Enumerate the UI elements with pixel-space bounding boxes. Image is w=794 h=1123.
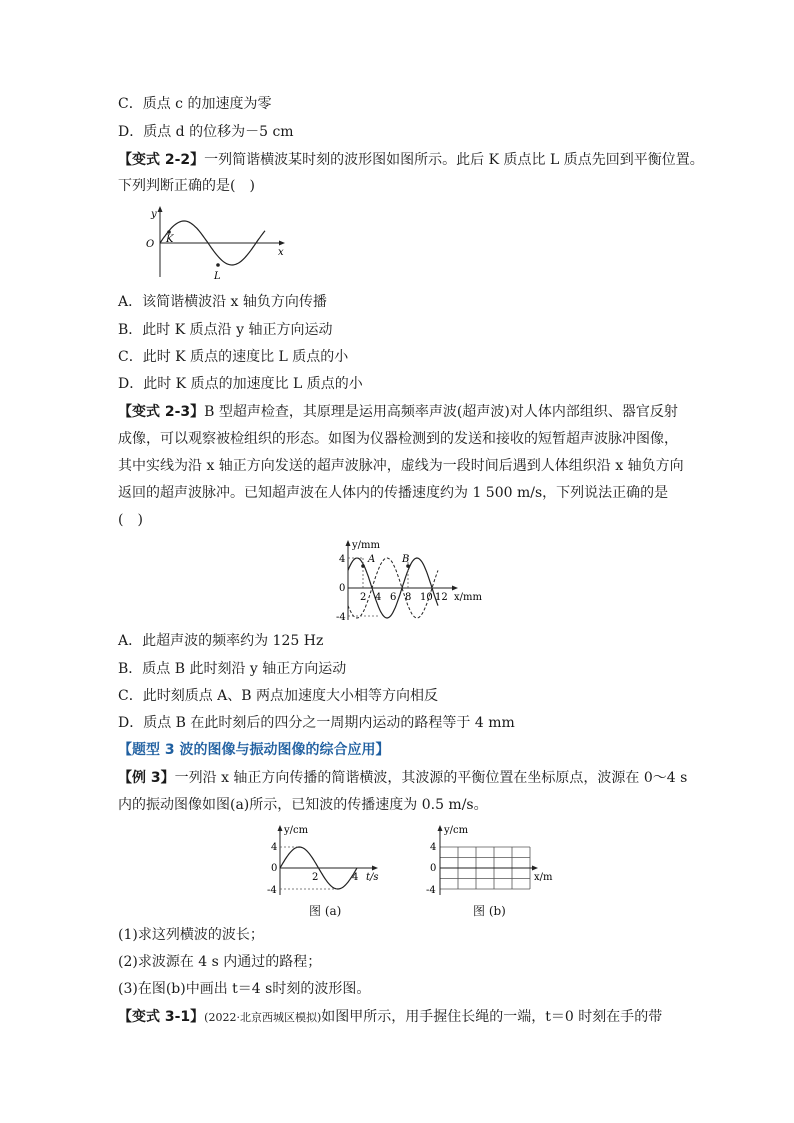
x-axis-label: x/mm bbox=[454, 592, 482, 603]
wave-figure-kl bbox=[140, 203, 290, 285]
stem-text: B 型超声检查，其原理是运用高频率声波(超声波)对人体内部组织、器官反射 bbox=[204, 404, 678, 420]
t-tick-2: 2 bbox=[312, 872, 319, 883]
variant-3-1-stem bbox=[118, 1007, 662, 1028]
variant-tag: 【变式 2-3】 bbox=[118, 404, 205, 420]
x-tick-label: 6 bbox=[390, 592, 397, 603]
x-tick-label: 2 bbox=[360, 592, 367, 603]
option-b-2: B．质点 B 此时刻沿 y 轴正方向运动 bbox=[118, 661, 347, 677]
y-tick-0: 0 bbox=[430, 863, 437, 874]
x-axis-label: x/m bbox=[534, 872, 553, 883]
y-axis-label: y/cm bbox=[284, 825, 309, 836]
question-3: (3)在图(b)中画出 t＝4 s时刻的波形图。 bbox=[118, 981, 371, 997]
t-tick-4: 4 bbox=[352, 872, 359, 883]
variant-tag: 【变式 2-2】 bbox=[118, 152, 205, 168]
stem-line-3: 其中实线为沿 x 轴正方向发送的超声波脉冲，虚线为一段时间后遇到人体组织沿 x 轴负方向 bbox=[118, 458, 684, 474]
stem-line-2: 成像，可以观察被检组织的形态。如图为仪器检测到的发送和接收的短暂超声波脉冲图像， bbox=[118, 431, 678, 447]
vibration-graph-a bbox=[262, 821, 392, 899]
option-a-2: A．此超声波的频率约为 125 Hz bbox=[118, 633, 324, 649]
y-tick-4: 4 bbox=[339, 554, 346, 565]
variant-2-2-question: 下列判断正确的是( ) bbox=[118, 178, 255, 194]
example-3-stem bbox=[118, 768, 687, 788]
option-a: A．该简谐横波沿 x 轴负方向传播 bbox=[118, 294, 327, 310]
y-tick-0: 0 bbox=[339, 583, 346, 594]
caption-b: 图 (b) bbox=[473, 904, 506, 918]
option-c-2: C．此时刻质点 A、B 两点加速度大小相等方向相反 bbox=[118, 688, 439, 704]
y-tick-neg4: -4 bbox=[336, 612, 346, 623]
x-tick-label: 12 bbox=[435, 592, 448, 603]
y-axis-label: y/mm bbox=[352, 540, 380, 551]
question-2: (2)求波源在 4 s 内通过的路程； bbox=[118, 954, 322, 970]
y-tick-neg4: -4 bbox=[426, 885, 436, 896]
source-reference: (2022·北京西城区模拟) bbox=[204, 1011, 322, 1024]
option-b: B．此时 K 质点沿 y 轴正方向运动 bbox=[118, 322, 333, 338]
x-tick-label: 10 bbox=[420, 592, 433, 603]
option-c-prev: C．质点 c 的加速度为零 bbox=[118, 96, 272, 112]
option-d: D．此时 K 质点的加速度比 L 质点的小 bbox=[118, 376, 363, 392]
option-c: C．此时 K 质点的速度比 L 质点的小 bbox=[118, 349, 349, 365]
stem-text: 一列简谐横波某时刻的波形图如图所示。此后 K 质点比 L 质点先回到平衡位置。 bbox=[204, 152, 704, 168]
blank-grid-b bbox=[420, 821, 553, 899]
y-tick-neg4: -4 bbox=[267, 885, 277, 896]
option-d-2: D．质点 B 在此时刻后的四分之一周期内运动的路程等于 4 mm bbox=[118, 715, 515, 731]
l-label: L bbox=[214, 271, 221, 282]
y-tick-0: 0 bbox=[271, 863, 278, 874]
x-label: x bbox=[278, 247, 284, 258]
variant-tag: 【变式 3-1】 bbox=[118, 1009, 205, 1025]
b-label: B bbox=[402, 554, 410, 565]
point-l bbox=[216, 263, 220, 267]
y-tick-4: 4 bbox=[271, 842, 278, 853]
ultrasound-pulse-figure bbox=[328, 536, 498, 626]
stem-text: 如图甲所示，用手握住长绳的一端，t＝0 时刻在手的带 bbox=[321, 1009, 663, 1025]
variant-2-2-stem bbox=[118, 150, 704, 170]
example-3-line-2: 内的振动图像如图(a)所示，已知波的传播速度为 0.5 m/s。 bbox=[118, 797, 488, 813]
variant-2-3-stem bbox=[118, 402, 678, 422]
question-1: (1)求这列横波的波长； bbox=[118, 927, 264, 943]
point-a bbox=[361, 564, 365, 568]
k-label: K bbox=[166, 234, 174, 245]
x-tick-label: 8 bbox=[405, 592, 412, 603]
y-tick-4: 4 bbox=[430, 842, 437, 853]
section-heading-3: 【题型 3 波的图像与振动图像的综合应用】 bbox=[118, 742, 390, 758]
example-tag: 【例 3】 bbox=[118, 770, 175, 786]
x-axis-label: t/s bbox=[366, 872, 379, 883]
y-axis-label: y/cm bbox=[444, 825, 469, 836]
caption-a: 图 (a) bbox=[309, 904, 342, 918]
stem-line-4: 返回的超声波脉冲。已知超声波在人体内的传播速度约为 1 500 m/s，下列说法正确的是 bbox=[118, 485, 669, 501]
origin-label: O bbox=[146, 239, 155, 250]
stem-line-5: ( ) bbox=[118, 512, 143, 528]
option-d-prev: D．质点 d 的位移为－5 cm bbox=[118, 124, 294, 140]
a-label: A bbox=[368, 554, 376, 565]
y-label: y bbox=[151, 209, 157, 220]
stem-text: 一列沿 x 轴正方向传播的简谐横波，其波源的平衡位置在坐标原点，波源在 0～4 s bbox=[174, 770, 688, 786]
x-tick-label: 4 bbox=[375, 592, 382, 603]
